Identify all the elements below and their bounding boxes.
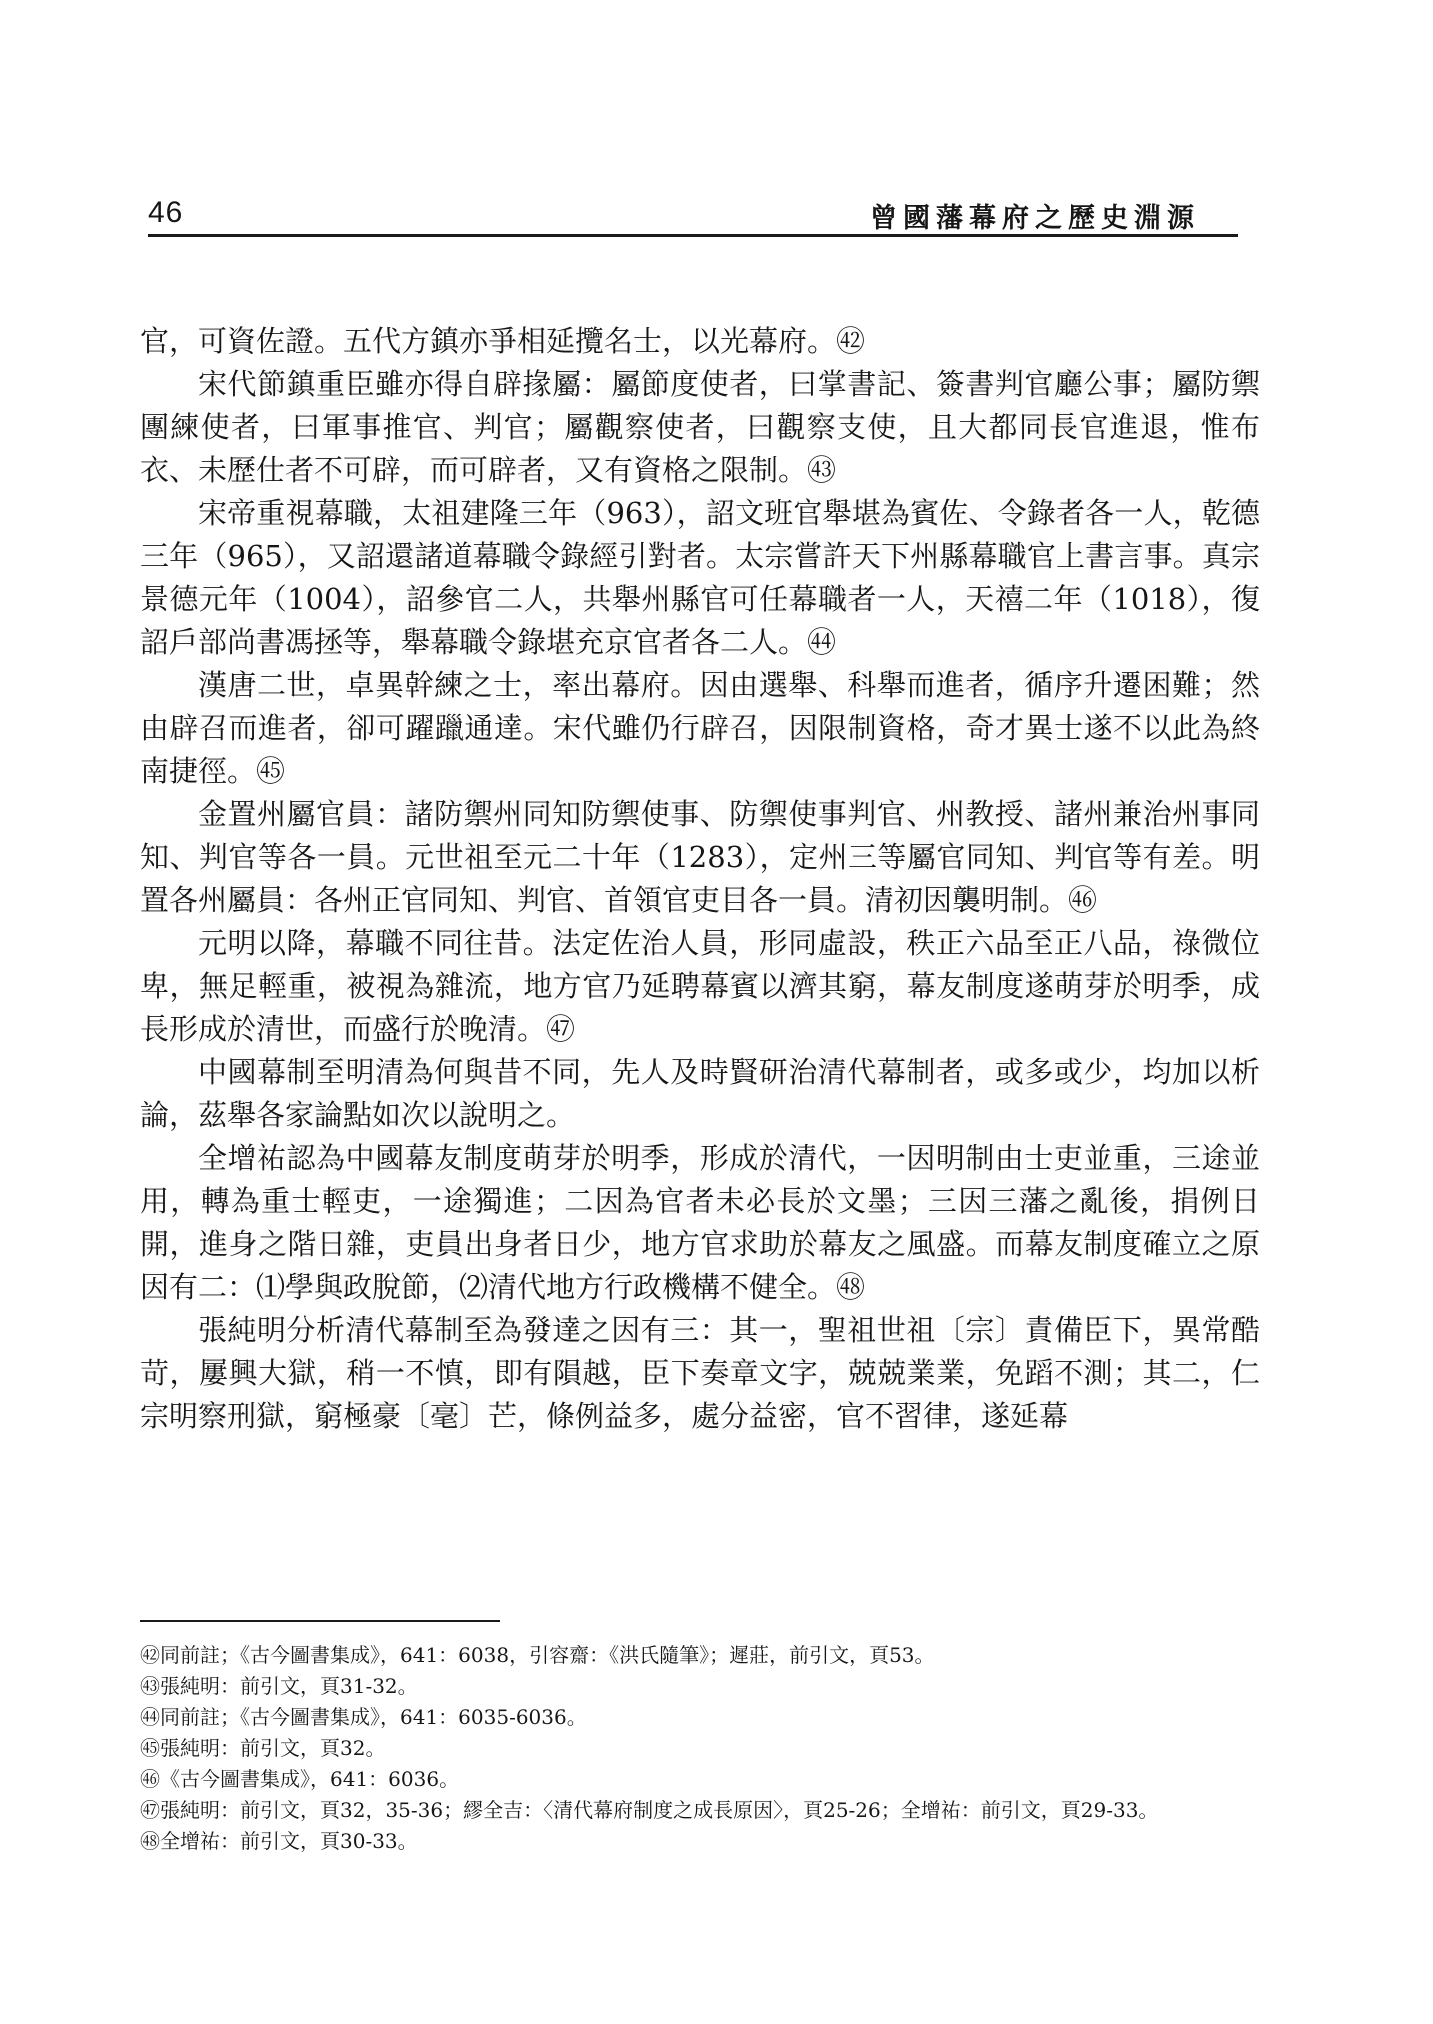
body-text: [140, 320, 1260, 1438]
page-header: [148, 196, 1238, 240]
footnote: ㊷同前註；《古今圖書集成》，641：6038，引容齋：《洪氏隨筆》；遲莊，前引文，頁53。: [140, 1643, 935, 1667]
footnote: ㊼張純明：前引文，頁32，35-36；繆全吉：〈清代幕府制度之成長原因〉，頁25-26；全增祐：前引文，頁29-33。: [140, 1798, 1159, 1822]
page-number: 46: [148, 196, 184, 229]
header-rule: [148, 234, 1238, 237]
paragraph: 張純明分析清代幕制至為發達之因有三：其一，聖祖世祖〔宗〕責備臣下，異常酷苛，屢興大獄，稍一不慎，即有隕越，臣下奏章文字，兢兢業業，免蹈不測；其二，仁宗明察刑獄，窮極豪〔毫〕芒，條例益多，處分益密，官不習律，遂延幕: [140, 1313, 1260, 1433]
running-title: 曾國藩幕府之歷史淵源: [870, 203, 1200, 234]
paragraph: 宋帝重視幕職，太祖建隆三年（963），詔文班官舉堪為賓佐、令錄者各一人，乾德三年（965），又詔還諸道幕職令錄經引對者。太宗嘗許天下州縣幕職官上書言事。真宗景德元年（1004），詔參官二人，共舉州縣官可任幕職者一人，天禧二年（1018），復詔戶部尚書馮拯等，舉幕職令錄堪充京官者各二人。㊹: [140, 496, 1260, 659]
footnote-rule: [140, 1620, 500, 1622]
footnote: ㊹同前註；《古今圖書集成》，641：6035-6036。: [140, 1705, 587, 1729]
paragraph: 中國幕制至明清為何與昔不同，先人及時賢研治清代幕制者，或多或少，均加以析論，茲舉各家論點如次以說明之。: [140, 1055, 1260, 1132]
footnote: ㊽全增祐：前引文，頁30-33。: [140, 1829, 418, 1853]
paragraph: 官，可資佐證。五代方鎮亦爭相延攬名士，以光幕府。㊷: [140, 324, 866, 358]
paragraph: 宋代節鎮重臣雖亦得自辟掾屬：屬節度使者，曰掌書記、簽書判官廳公事；屬防禦團練使者，曰軍事推官、判官；屬觀察使者，曰觀察支使，且大都同長官進退，惟布衣、未歷仕者不可辟，而可辟者，又有資格之限制。㊸: [140, 367, 1260, 487]
footnote: ㊺張純明：前引文，頁32。: [140, 1736, 386, 1760]
paragraph: 元明以降，幕職不同往昔。法定佐治人員，形同虛設，秩正六品至正八品，祿微位卑，無足輕重，被視為雜流，地方官乃延聘幕賓以濟其窮，幕友制度遂萌芽於明季，成長形成於清世，而盛行於晚清。㊼: [140, 926, 1260, 1046]
paragraph: 全增祐認為中國幕友制度萌芽於明季，形成於清代，一因明制由士吏並重，三途並用，轉為重士輕吏，一途獨進；二因為官者未必長於文墨；三因三藩之亂後，捐例日開，進身之階日雜，吏員出身者日少，地方官求助於幕友之風盛。而幕友制度確立之原因有二：⑴學與政脫節，⑵清代地方行政機構不健全。㊽: [140, 1141, 1260, 1304]
paragraph: 漢唐二世，卓異幹練之士，率出幕府。因由選舉、科舉而進者，循序升遷困難；然由辟召而進者，卻可躍躐通達。宋代雖仍行辟召，因限制資格，奇才異士遂不以此為終南捷徑。㊺: [140, 668, 1260, 788]
footnotes: [140, 1640, 1260, 1857]
footnote: ㊻《古今圖書集成》，641：6036。: [140, 1767, 460, 1791]
paragraph: 金置州屬官員：諸防禦州同知防禦使事、防禦使事判官、州教授、諸州兼治州事同知、判官等各一員。元世祖至元二十年（1283），定州三等屬官同知、判官等有差。明置各州屬員：各州正官同知、判官、首領官吏目各一員。清初因襲明制。㊻: [140, 797, 1260, 917]
footnote: ㊸張純明：前引文，頁31-32。: [140, 1674, 418, 1698]
